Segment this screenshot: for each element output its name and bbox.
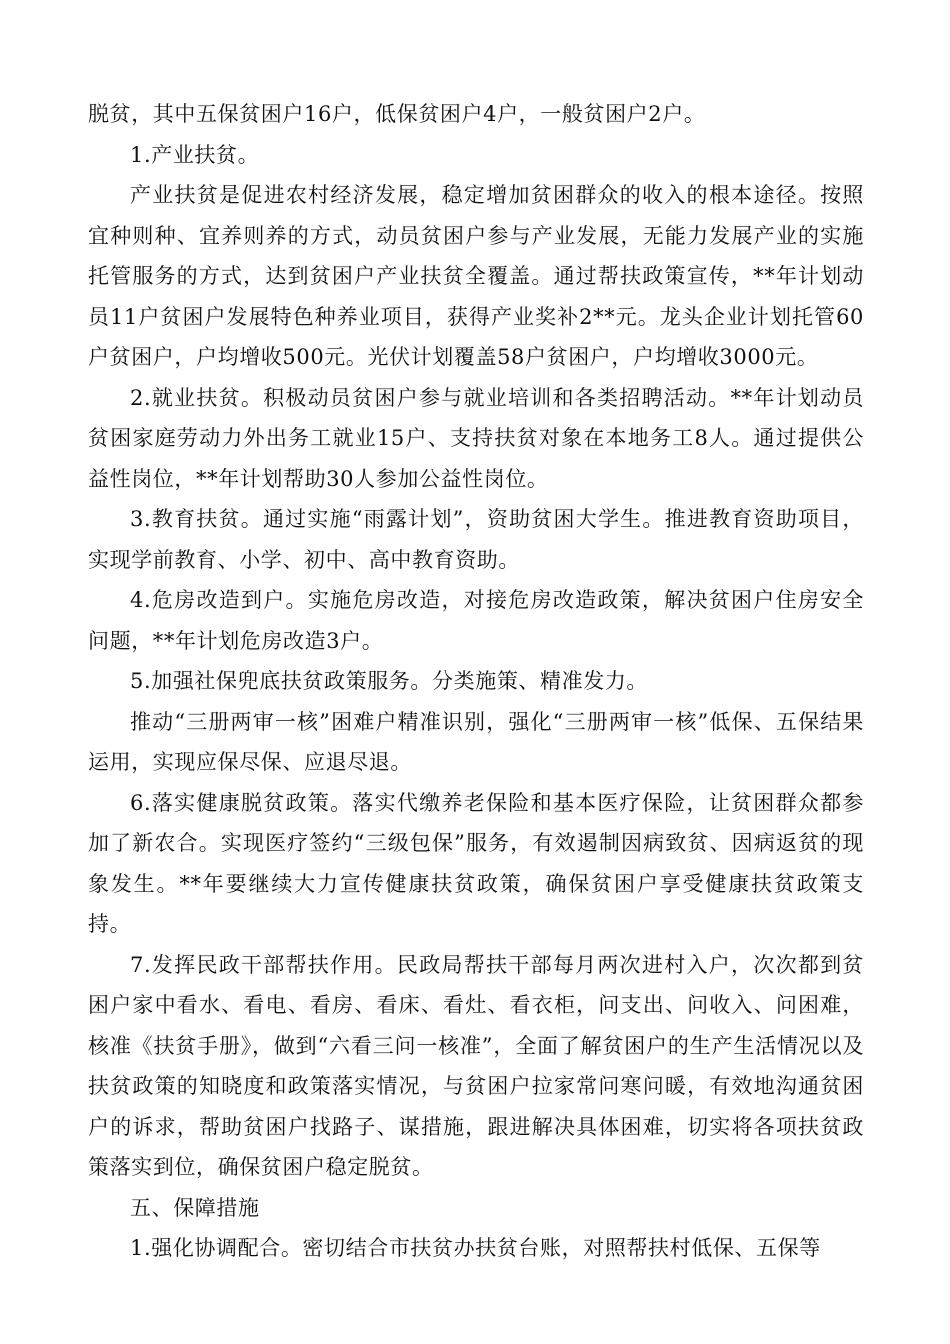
paragraph-9: 7.发挥民政干部帮扶作用。民政局帮扶干部每月两次进村入户，次次都到贫困户家中看水、看电、看房、看床、看灶、看衣柜，问支出、问收入、问困难，核准《扶贫手册》，做到“六看三问一核准”，全面了解贫困户的生产生活情况以及扶贫政策的知晓度和政策落实情况，与贫困户拉家常问寒问暖，有效地沟通贫困户的诉求，帮助贫困户找路子、谋措施，跟进解决具体困难，切实将各项扶贫政策落实到位，确保贫困户稳定脱贫。: [88, 952, 864, 1179]
paragraph-3: 2.就业扶贫。积极动员贫困户参与就业培训和各类招聘活动。**年计划动员贫困家庭劳动力外出务工就业15户、支持扶贫对象在本地务工8人。通过提供公益性岗位，**年计划帮助30人参加公益性岗位。: [88, 385, 864, 491]
paragraph-8: 6.落实健康脱贫政策。落实代缴养老保险和基本医疗保险，让贫困群众都参加了新农合。实现医疗签约“三级包保”服务，有效遏制因病致贫、因病返贫的现象发生。**年要继续大力宣传健康扶贫政策，确保贫困户享受健康扶贫政策支持。: [88, 790, 864, 936]
paragraph-7: 推动“三册两审一核”困难户精准识别，强化“三册两审一核”低保、五保结果运用，实现应保尽保、应退尽退。: [88, 709, 864, 774]
paragraph-6: 5.加强社保兜底扶贫政策服务。分类施策、精准发力。: [130, 669, 649, 693]
paragraph-5: 4.危房改造到户。实施危房改造，对接危房改造政策，解决贫困户住房安全问题，**年计划危房改造3户。: [88, 588, 864, 653]
paragraph-11: 1.强化协调配合。密切结合市扶贫办扶贫台账，对照帮扶村低保、五保等: [130, 1236, 821, 1260]
paragraph-1: 1.产业扶贫。: [130, 142, 260, 167]
document-body: [88, 94, 864, 1269]
paragraph-4: 3.教育扶贫。通过实施“雨露计划”，资助贫困大学生。推进教育资助项目，实现学前教育、小学、初中、高中教育资助。: [88, 507, 864, 572]
section-heading: 五、保障措施: [130, 1195, 260, 1220]
paragraph-0: 脱贫，其中五保贫困户16户，低保贫困户4户，一般贫困户2户。: [88, 102, 706, 126]
paragraph-2: 产业扶贫是促进农村经济发展，稳定增加贫困群众的收入的根本途径。按照宜种则种、宜养则养的方式，动员贫困户参与产业发展，无能力发展产业的实施托管服务的方式，达到贫困户产业扶贫全覆盖。通过帮扶政策宣传，**年计划动员11户贫困户发展特色种养业项目，获得产业奖补2**元。龙头企业计划托管60户贫困户，户均增收500元。光伏计划覆盖58户贫困户，户均增收3000元。: [88, 183, 864, 369]
